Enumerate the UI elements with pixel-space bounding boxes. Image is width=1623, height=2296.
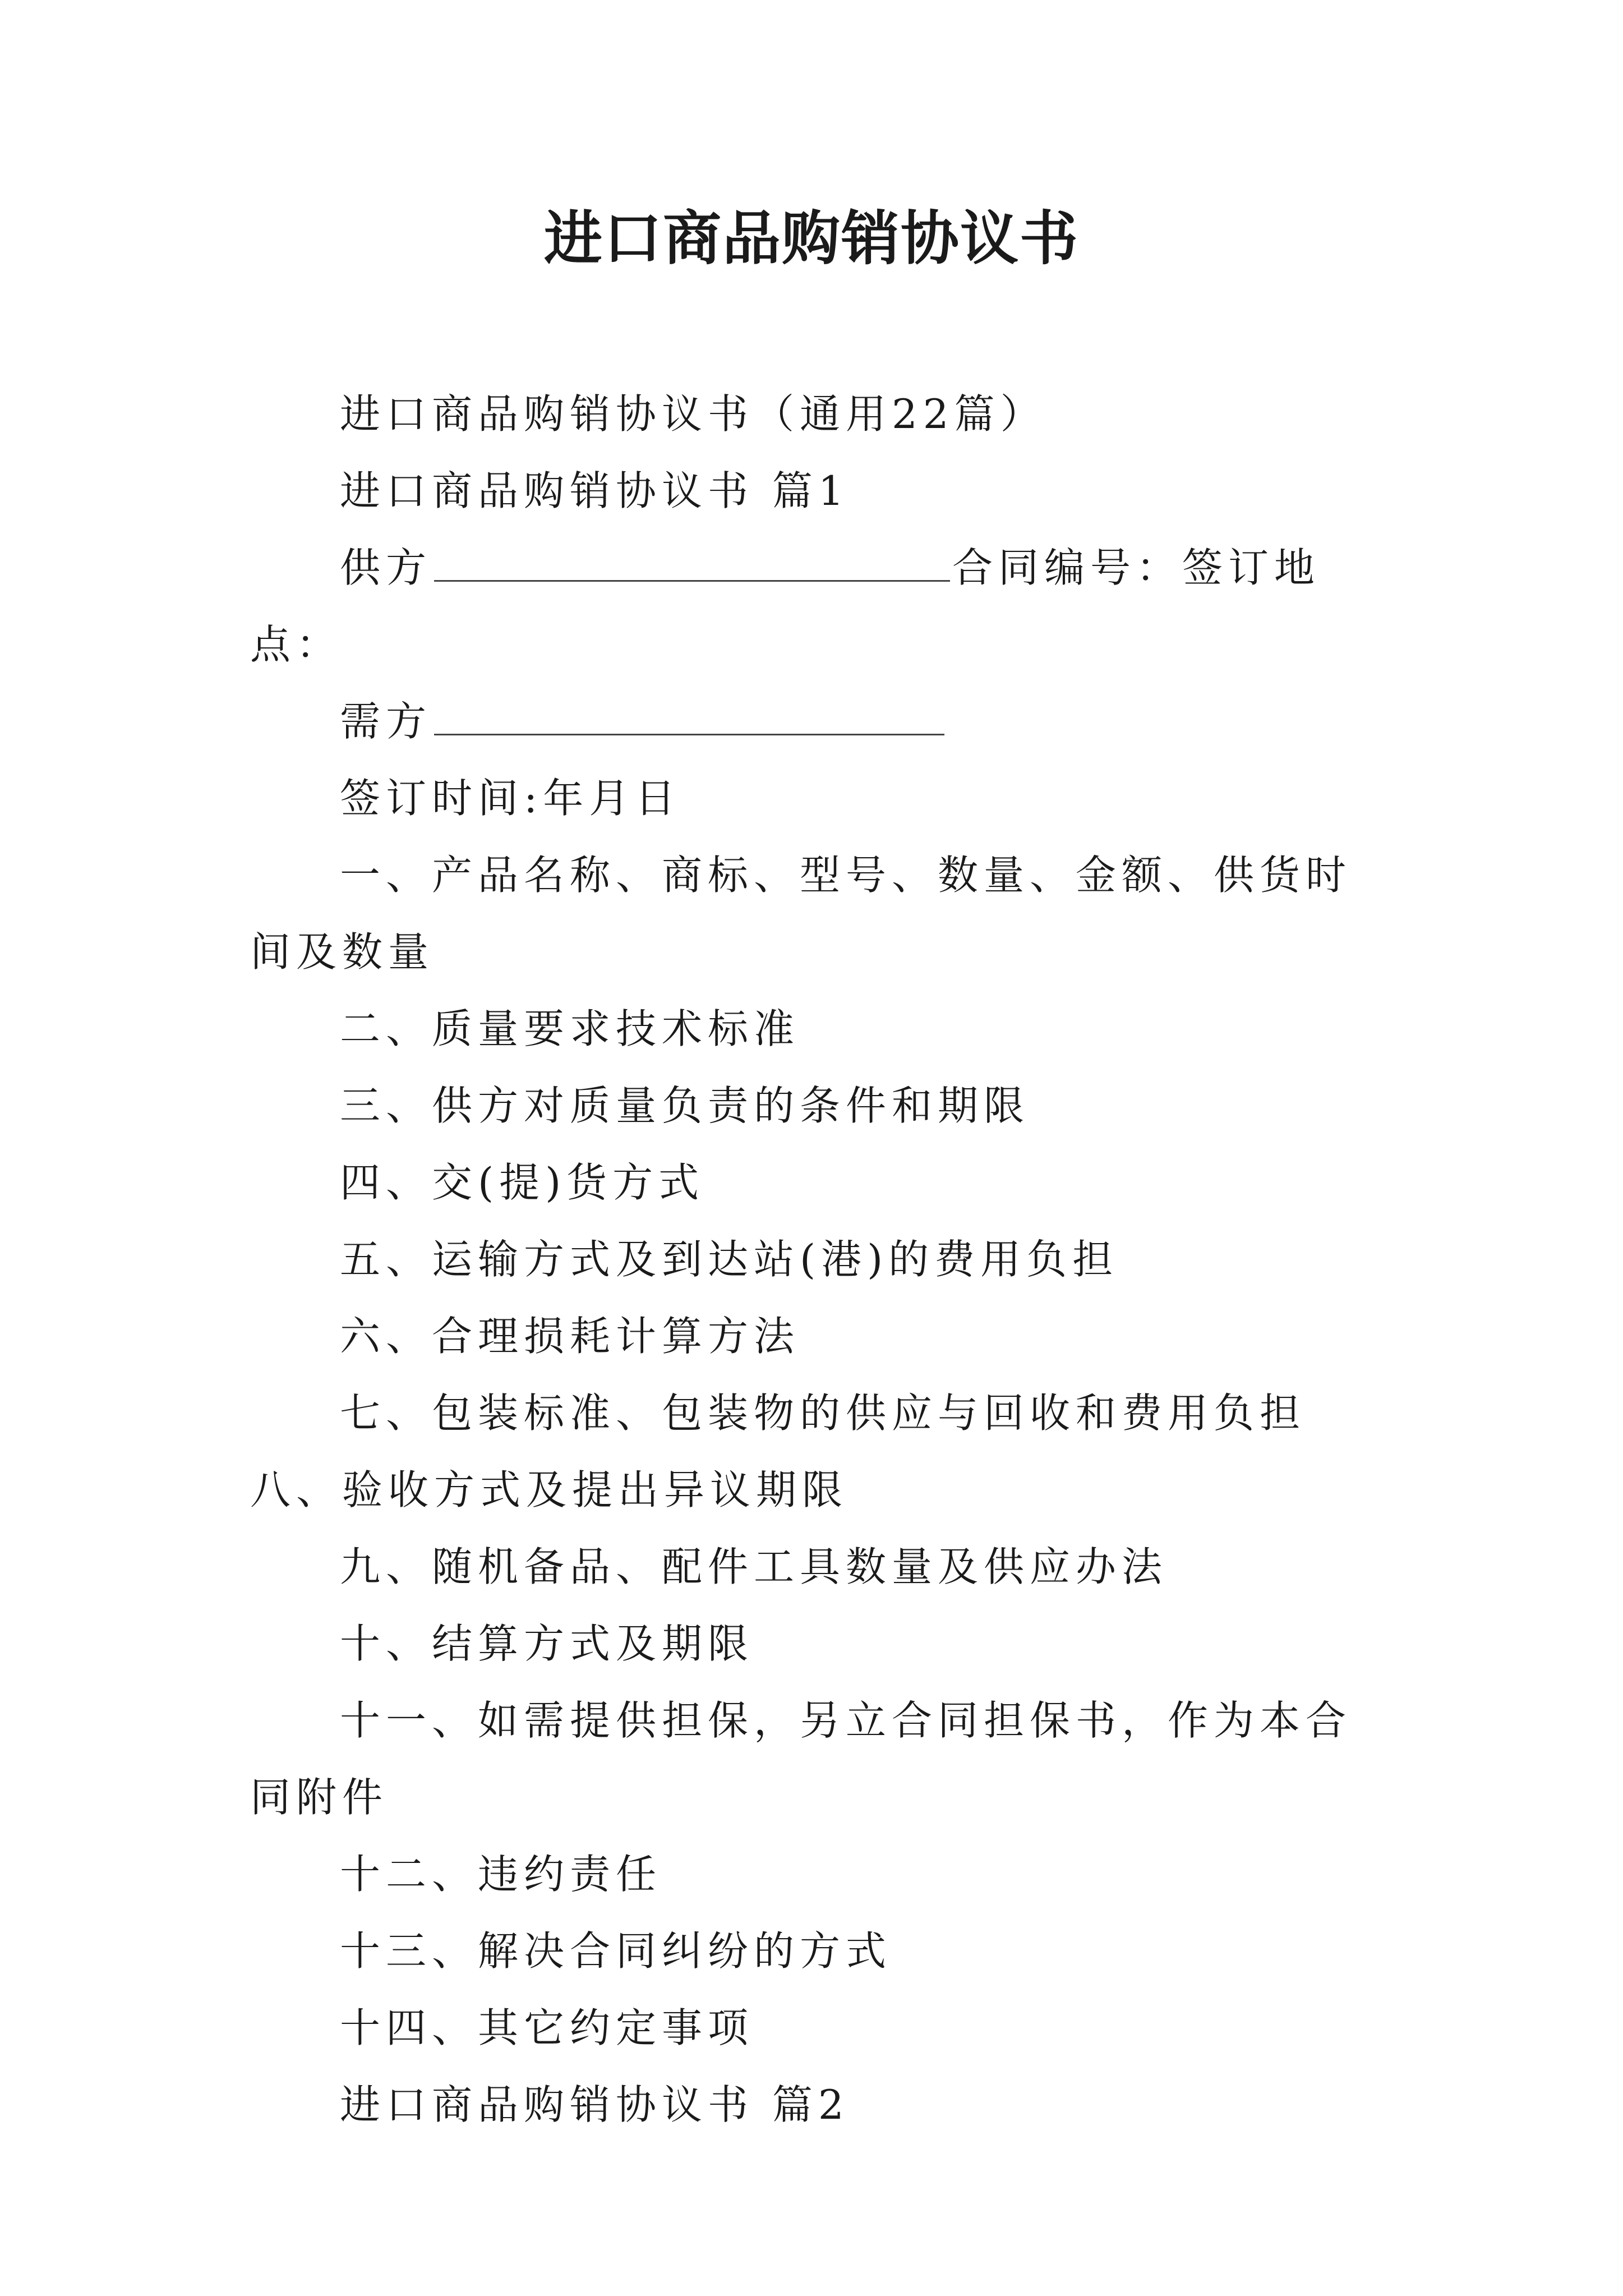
clause-9: 九、随机备品、配件工具数量及供应办法 [340, 1543, 1168, 1590]
buyer-blank [434, 694, 944, 735]
clause-12: 十二、违约责任 [340, 1851, 662, 1898]
contract-fields: 合同编号：签订地点： [250, 544, 1321, 668]
supplier-blank [434, 541, 950, 582]
subtitle: 进口商品购销协议书（通用22篇） [340, 390, 1046, 438]
document-body [250, 376, 1389, 2143]
buyer-line [250, 683, 1389, 760]
clause-14: 十四、其它约定事项 [340, 2004, 754, 2051]
clause-7-8: 七、包装标准、包装物的供应与回收和费用负担八、验收方式及提出异议期限 [250, 1389, 1306, 1513]
clause-6: 六、合理损耗计算方法 [340, 1313, 800, 1360]
sign-time: 签订时间:年月日 [340, 775, 681, 822]
clause-13: 十三、解决合同纠纷的方式 [340, 1927, 892, 1975]
page-title: 进口商品购销协议书 [543, 204, 1079, 273]
buyer-label: 需方 [340, 698, 432, 745]
clause-1: 一、产品名称、商标、型号、数量、金额、供货时间及数量 [250, 852, 1352, 976]
part2-heading: 进口商品购销协议书 篇2 [340, 2081, 850, 2128]
clause-3: 三、供方对质量负责的条件和期限 [340, 1082, 1030, 1129]
clause-5: 五、运输方式及到达站(港)的费用负担 [340, 1236, 1119, 1283]
part1-heading: 进口商品购销协议书 篇1 [340, 467, 850, 514]
clause-10: 十、结算方式及期限 [340, 1620, 754, 1667]
clause-11: 十一、如需提供担保，另立合同担保书，作为本合同附件 [250, 1697, 1352, 1821]
clause-2: 二、质量要求技术标准 [340, 1005, 800, 1052]
supplier-label: 供方 [340, 544, 432, 591]
supplier-line [250, 530, 1389, 683]
clause-4: 四、交(提)货方式 [340, 1159, 705, 1206]
